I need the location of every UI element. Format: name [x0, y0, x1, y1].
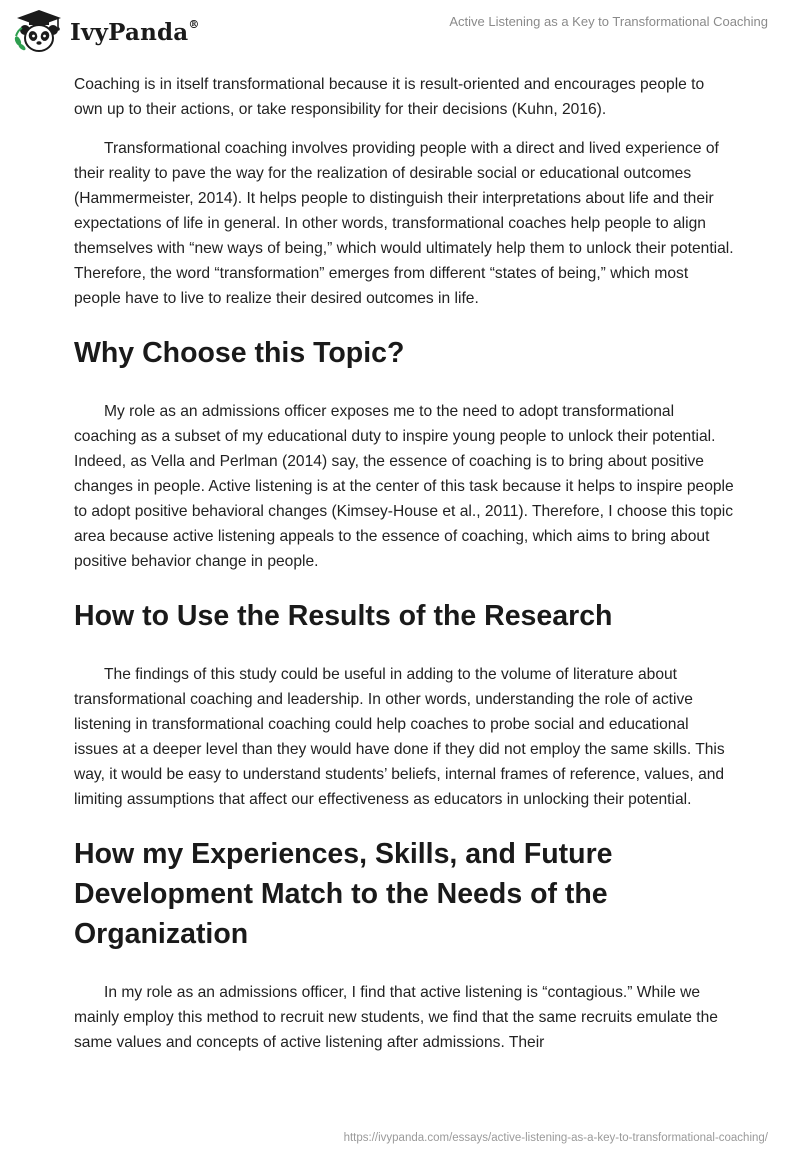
essay-body [74, 72, 734, 1069]
heading-how-to-use-results: How to Use the Results of the Research [74, 600, 613, 632]
paragraph-2: Transformational coaching involves providing people with a direct and lived experience of their reality to pave the way for the realization of desirable social or educational outcomes (Hammermeister, 2014). It helps people to distinguish their interpretations about life and their expectations of life in general. In other words, transformational coaches help people to align themselves with “new ways of being,” which would ultimately help them to unlock their potential. Therefore, the word “transformation” emerges from different “states of being,” which most people have to live to realize their desired outcomes in life. [74, 140, 734, 307]
brand-name: IvyPanda® [70, 17, 200, 46]
heading-experiences-skills: How my Experiences, Skills, and Future Development Match to the Needs of the Organization [74, 838, 613, 950]
paragraph-4: The findings of this study could be useful in adding to the volume of literature about transformational coaching and leadership. In other words, understanding the role of active listening in transformational coaching could help coaches to probe social and educational issues at a deeper level than they would have done if they did not employ the same skills. This way, it would be easy to understand students’ beliefs, internal frames of reference, values, and limiting assumptions that affect our effectiveness as educators in unlocking their potential. [74, 666, 725, 808]
paragraph-3: My role as an admissions officer exposes me to the need to adopt transformational coaching as a subset of my educational duty to inspire young people to unlock their potential. Indeed, as Vella and Perlman (2014) say, the essence of coaching is to bring about positive changes in people. Active listening is at the center of this task because it helps to inspire people to adopt positive behavioral changes (Kimsey-House et al., 2011). Therefore, I choose this topic area because active listening appeals to the essence of coaching, which aims to bring about positive behavior change in people. [74, 403, 734, 570]
panda-graduate-icon [14, 8, 64, 54]
paragraph-5: In my role as an admissions officer, I find that active listening is “contagious.” While we mainly employ this method to recruit new students, we find that the same recruits emulate the same values and concepts of active listening after admissions. Their [74, 984, 718, 1051]
ivypanda-logo[interactable] [14, 8, 200, 54]
heading-why-choose-topic: Why Choose this Topic? [74, 337, 405, 369]
paragraph-1: Coaching is in itself transformational because it is result-oriented and encourages people to own up to their actions, or take responsibility for their decisions (Kuhn, 2016). [74, 76, 705, 118]
registered-mark: ® [188, 17, 200, 31]
essay-title: Active Listening as a Key to Transformational Coaching [449, 14, 768, 29]
page-header [0, 0, 800, 66]
source-url[interactable]: https://ivypanda.com/essays/active-listening-as-a-key-to-transformational-coaching/ [343, 1132, 768, 1144]
